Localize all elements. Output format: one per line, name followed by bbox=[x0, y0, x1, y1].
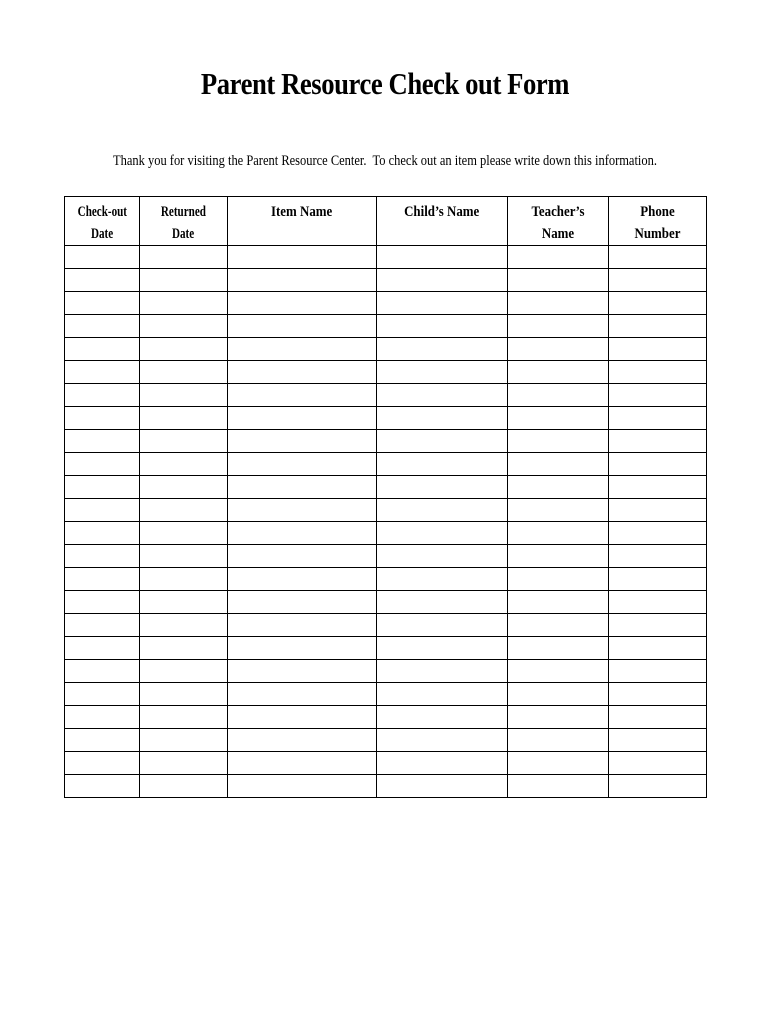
teachers-name-cell[interactable] bbox=[508, 591, 609, 614]
item-name-cell[interactable] bbox=[228, 292, 377, 315]
phone-number-cell[interactable] bbox=[609, 430, 707, 453]
childs-name-cell[interactable] bbox=[377, 315, 508, 338]
table-row bbox=[65, 338, 707, 361]
teachers-name-cell[interactable] bbox=[508, 568, 609, 591]
item-name-cell[interactable] bbox=[228, 476, 377, 499]
teachers-name-cell[interactable] bbox=[508, 752, 609, 775]
teachers-name-cell[interactable] bbox=[508, 292, 609, 315]
returned-date-cell[interactable] bbox=[140, 246, 228, 269]
page-title: Parent Resource Check out Form bbox=[200, 66, 570, 101]
phone-number-cell[interactable] bbox=[609, 453, 707, 476]
table-row bbox=[65, 545, 707, 568]
item-name-cell[interactable] bbox=[228, 591, 377, 614]
table-row bbox=[65, 591, 707, 614]
checkout-date-cell[interactable] bbox=[65, 591, 140, 614]
intro-text: Thank you for visiting the Parent Resource Center. To check out an item please write down this information. bbox=[112, 153, 657, 169]
returned-date-cell[interactable] bbox=[140, 568, 228, 591]
childs-name-cell[interactable] bbox=[377, 361, 508, 384]
childs-name-cell[interactable] bbox=[377, 775, 508, 798]
phone-number-cell[interactable] bbox=[609, 614, 707, 637]
teachers-name-cell[interactable] bbox=[508, 729, 609, 752]
table-row bbox=[65, 430, 707, 453]
table-row bbox=[65, 614, 707, 637]
returned-date-cell[interactable] bbox=[140, 338, 228, 361]
checkout-date-cell[interactable] bbox=[65, 361, 140, 384]
childs-name-cell[interactable] bbox=[377, 637, 508, 660]
phone-number-cell[interactable] bbox=[609, 706, 707, 729]
phone-number-cell[interactable] bbox=[609, 591, 707, 614]
item-name-cell[interactable] bbox=[228, 384, 377, 407]
phone-number-cell[interactable] bbox=[609, 729, 707, 752]
childs-name-cell[interactable] bbox=[377, 476, 508, 499]
childs-name-cell[interactable] bbox=[377, 568, 508, 591]
phone-number-cell[interactable] bbox=[609, 637, 707, 660]
phone-number-cell[interactable] bbox=[609, 568, 707, 591]
checkout-date-cell[interactable] bbox=[65, 453, 140, 476]
phone-number-cell[interactable] bbox=[609, 499, 707, 522]
header-item-name: Item Name bbox=[228, 197, 377, 246]
returned-date-cell[interactable] bbox=[140, 522, 228, 545]
table-row bbox=[65, 453, 707, 476]
childs-name-cell[interactable] bbox=[377, 660, 508, 683]
returned-date-cell[interactable] bbox=[140, 292, 228, 315]
checkout-date-cell[interactable] bbox=[65, 614, 140, 637]
table-row bbox=[65, 269, 707, 292]
childs-name-cell[interactable] bbox=[377, 752, 508, 775]
phone-number-cell[interactable] bbox=[609, 407, 707, 430]
teachers-name-cell[interactable] bbox=[508, 614, 609, 637]
header-returned-date: Returned Date bbox=[140, 197, 228, 246]
childs-name-cell[interactable] bbox=[377, 453, 508, 476]
checkout-date-cell[interactable] bbox=[65, 522, 140, 545]
phone-number-cell[interactable] bbox=[609, 315, 707, 338]
table-row bbox=[65, 522, 707, 545]
item-name-cell[interactable] bbox=[228, 752, 377, 775]
returned-date-cell[interactable] bbox=[140, 614, 228, 637]
item-name-cell[interactable] bbox=[228, 246, 377, 269]
returned-date-cell[interactable] bbox=[140, 729, 228, 752]
returned-date-cell[interactable] bbox=[140, 683, 228, 706]
checkout-table bbox=[64, 196, 707, 798]
checkout-date-cell[interactable] bbox=[65, 775, 140, 798]
childs-name-cell[interactable] bbox=[377, 246, 508, 269]
table-row bbox=[65, 499, 707, 522]
phone-number-cell[interactable] bbox=[609, 660, 707, 683]
teachers-name-cell[interactable] bbox=[508, 361, 609, 384]
phone-number-cell[interactable] bbox=[609, 292, 707, 315]
returned-date-cell[interactable] bbox=[140, 315, 228, 338]
phone-number-cell[interactable] bbox=[609, 384, 707, 407]
header-childs-name: Child’s Name bbox=[377, 197, 508, 246]
childs-name-cell[interactable] bbox=[377, 384, 508, 407]
item-name-cell[interactable] bbox=[228, 269, 377, 292]
checkout-date-cell[interactable] bbox=[65, 706, 140, 729]
table-row bbox=[65, 384, 707, 407]
checkout-date-cell[interactable] bbox=[65, 545, 140, 568]
phone-number-cell[interactable] bbox=[609, 361, 707, 384]
item-name-cell[interactable] bbox=[228, 614, 377, 637]
checkout-date-cell[interactable] bbox=[65, 338, 140, 361]
teachers-name-cell[interactable] bbox=[508, 683, 609, 706]
returned-date-cell[interactable] bbox=[140, 706, 228, 729]
childs-name-cell[interactable] bbox=[377, 522, 508, 545]
checkout-date-cell[interactable] bbox=[65, 660, 140, 683]
teachers-name-cell[interactable] bbox=[508, 775, 609, 798]
childs-name-cell[interactable] bbox=[377, 683, 508, 706]
checkout-date-cell[interactable] bbox=[65, 729, 140, 752]
childs-name-cell[interactable] bbox=[377, 729, 508, 752]
item-name-cell[interactable] bbox=[228, 522, 377, 545]
checkout-date-cell[interactable] bbox=[65, 246, 140, 269]
returned-date-cell[interactable] bbox=[140, 476, 228, 499]
phone-number-cell[interactable] bbox=[609, 752, 707, 775]
phone-number-cell[interactable] bbox=[609, 269, 707, 292]
table-row bbox=[65, 315, 707, 338]
item-name-cell[interactable] bbox=[228, 315, 377, 338]
table-row bbox=[65, 637, 707, 660]
item-name-cell[interactable] bbox=[228, 338, 377, 361]
table-row bbox=[65, 775, 707, 798]
teachers-name-cell[interactable] bbox=[508, 315, 609, 338]
childs-name-cell[interactable] bbox=[377, 269, 508, 292]
phone-number-cell[interactable] bbox=[609, 338, 707, 361]
returned-date-cell[interactable] bbox=[140, 545, 228, 568]
item-name-cell[interactable] bbox=[228, 729, 377, 752]
returned-date-cell[interactable] bbox=[140, 430, 228, 453]
returned-date-cell[interactable] bbox=[140, 384, 228, 407]
item-name-cell[interactable] bbox=[228, 499, 377, 522]
returned-date-cell[interactable] bbox=[140, 269, 228, 292]
item-name-cell[interactable] bbox=[228, 775, 377, 798]
checkout-date-cell[interactable] bbox=[65, 568, 140, 591]
teachers-name-cell[interactable] bbox=[508, 476, 609, 499]
childs-name-cell[interactable] bbox=[377, 407, 508, 430]
teachers-name-cell[interactable] bbox=[508, 545, 609, 568]
table-row bbox=[65, 683, 707, 706]
table-row bbox=[65, 292, 707, 315]
teachers-name-cell[interactable] bbox=[508, 637, 609, 660]
checkout-date-cell[interactable] bbox=[65, 683, 140, 706]
checkout-date-cell[interactable] bbox=[65, 407, 140, 430]
phone-number-cell[interactable] bbox=[609, 246, 707, 269]
returned-date-cell[interactable] bbox=[140, 637, 228, 660]
returned-date-cell[interactable] bbox=[140, 775, 228, 798]
header-checkout-date: Check-out Date bbox=[65, 197, 140, 246]
table-row bbox=[65, 706, 707, 729]
returned-date-cell[interactable] bbox=[140, 499, 228, 522]
teachers-name-cell[interactable] bbox=[508, 430, 609, 453]
phone-number-cell[interactable] bbox=[609, 683, 707, 706]
checkout-date-cell[interactable] bbox=[65, 430, 140, 453]
returned-date-cell[interactable] bbox=[140, 361, 228, 384]
childs-name-cell[interactable] bbox=[377, 338, 508, 361]
phone-number-cell[interactable] bbox=[609, 775, 707, 798]
item-name-cell[interactable] bbox=[228, 361, 377, 384]
item-name-cell[interactable] bbox=[228, 407, 377, 430]
checkout-date-cell[interactable] bbox=[65, 637, 140, 660]
phone-number-cell[interactable] bbox=[609, 545, 707, 568]
teachers-name-cell[interactable] bbox=[508, 453, 609, 476]
returned-date-cell[interactable] bbox=[140, 453, 228, 476]
table-row bbox=[65, 361, 707, 384]
item-name-cell[interactable] bbox=[228, 660, 377, 683]
table-row bbox=[65, 752, 707, 775]
teachers-name-cell[interactable] bbox=[508, 660, 609, 683]
teachers-name-cell[interactable] bbox=[508, 246, 609, 269]
table-row bbox=[65, 476, 707, 499]
childs-name-cell[interactable] bbox=[377, 545, 508, 568]
item-name-cell[interactable] bbox=[228, 545, 377, 568]
checkout-date-cell[interactable] bbox=[65, 292, 140, 315]
teachers-name-cell[interactable] bbox=[508, 522, 609, 545]
table-row bbox=[65, 729, 707, 752]
childs-name-cell[interactable] bbox=[377, 591, 508, 614]
checkout-date-cell[interactable] bbox=[65, 269, 140, 292]
table-row bbox=[65, 568, 707, 591]
checkout-date-cell[interactable] bbox=[65, 315, 140, 338]
childs-name-cell[interactable] bbox=[377, 706, 508, 729]
item-name-cell[interactable] bbox=[228, 706, 377, 729]
teachers-name-cell[interactable] bbox=[508, 407, 609, 430]
returned-date-cell[interactable] bbox=[140, 752, 228, 775]
item-name-cell[interactable] bbox=[228, 683, 377, 706]
childs-name-cell[interactable] bbox=[377, 614, 508, 637]
childs-name-cell[interactable] bbox=[377, 499, 508, 522]
checkout-date-cell[interactable] bbox=[65, 384, 140, 407]
teachers-name-cell[interactable] bbox=[508, 384, 609, 407]
item-name-cell[interactable] bbox=[228, 637, 377, 660]
checkout-date-cell[interactable] bbox=[65, 476, 140, 499]
header-phone-number: Phone Number bbox=[609, 197, 707, 246]
table-row bbox=[65, 246, 707, 269]
checkout-date-cell[interactable] bbox=[65, 752, 140, 775]
item-name-cell[interactable] bbox=[228, 568, 377, 591]
returned-date-cell[interactable] bbox=[140, 407, 228, 430]
teachers-name-cell[interactable] bbox=[508, 706, 609, 729]
table-row bbox=[65, 407, 707, 430]
phone-number-cell[interactable] bbox=[609, 522, 707, 545]
phone-number-cell[interactable] bbox=[609, 476, 707, 499]
teachers-name-cell[interactable] bbox=[508, 338, 609, 361]
table-row bbox=[65, 660, 707, 683]
childs-name-cell[interactable] bbox=[377, 430, 508, 453]
table-body bbox=[65, 246, 707, 798]
header-teachers-name: Teacher’s Name bbox=[508, 197, 609, 246]
teachers-name-cell[interactable] bbox=[508, 499, 609, 522]
item-name-cell[interactable] bbox=[228, 430, 377, 453]
childs-name-cell[interactable] bbox=[377, 292, 508, 315]
checkout-date-cell[interactable] bbox=[65, 499, 140, 522]
teachers-name-cell[interactable] bbox=[508, 269, 609, 292]
item-name-cell[interactable] bbox=[228, 453, 377, 476]
table-header-row bbox=[65, 197, 707, 246]
returned-date-cell[interactable] bbox=[140, 591, 228, 614]
returned-date-cell[interactable] bbox=[140, 660, 228, 683]
